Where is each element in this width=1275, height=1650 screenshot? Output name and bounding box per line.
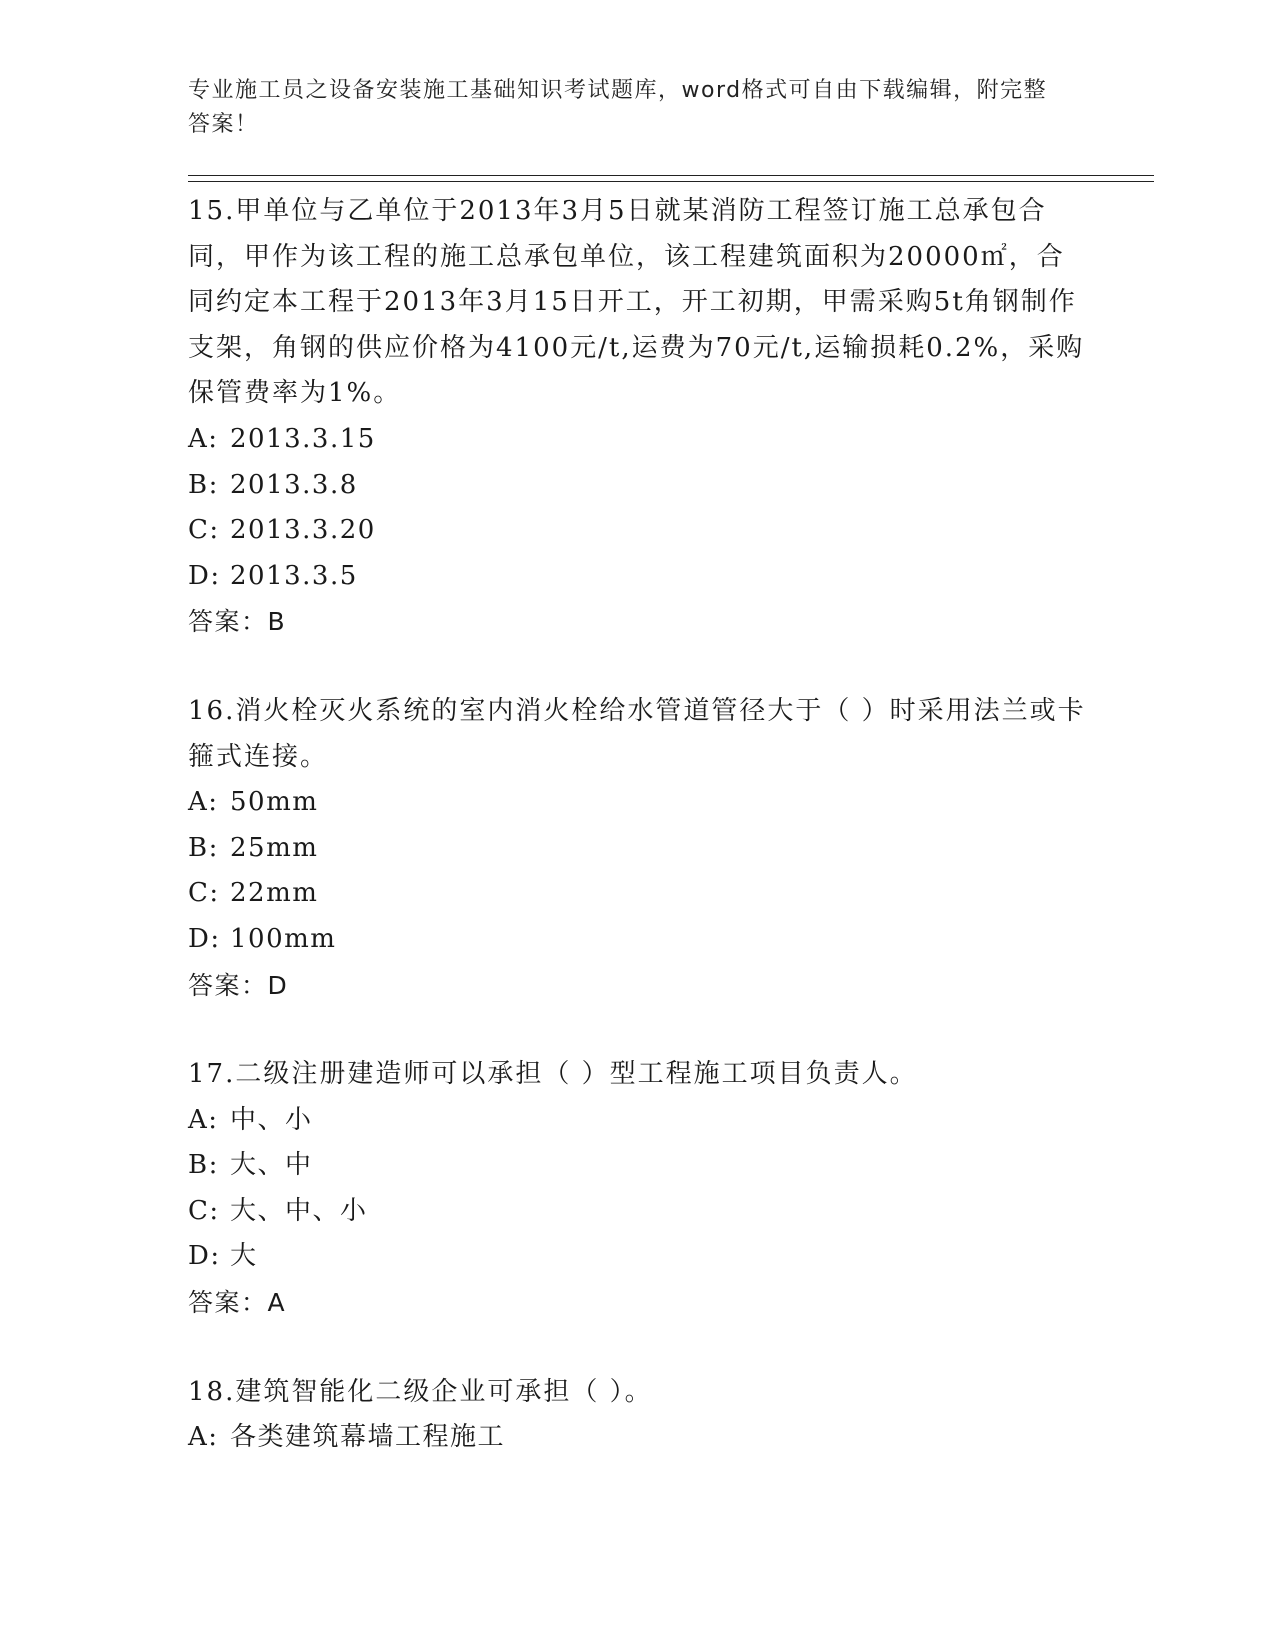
option-value: 大 <box>230 1241 258 1272</box>
option-letter: D: <box>188 560 221 591</box>
option-d <box>188 917 1088 963</box>
option-a <box>188 417 1088 463</box>
option-value: 2013.3.8 <box>230 469 358 500</box>
option-d <box>188 554 1088 600</box>
spacer <box>188 1326 1088 1370</box>
document-header: 专业施工员之设备安装施工基础知识考试题库，word格式可自由下载编辑，附完整答案！ <box>188 78 1048 137</box>
header-rule-bottom <box>188 181 1154 182</box>
option-a <box>188 780 1088 826</box>
option-b <box>188 463 1088 509</box>
option-value: 100mm <box>230 923 337 954</box>
spacer <box>188 645 1088 689</box>
header-rule-top <box>188 175 1154 176</box>
option-value: 25mm <box>230 832 319 863</box>
option-letter: B: <box>188 832 219 863</box>
answer-label: 答案：B <box>188 607 287 637</box>
question-18 <box>188 1370 1088 1461</box>
option-a <box>188 1415 1088 1461</box>
option-letter: A: <box>188 1104 219 1135</box>
option-c <box>188 871 1088 917</box>
option-letter: C: <box>188 515 220 546</box>
option-value: 大、中、小 <box>230 1195 368 1226</box>
option-letter: B: <box>188 1150 219 1181</box>
answer-label: 答案：A <box>188 1288 287 1318</box>
option-letter: C: <box>188 1195 220 1226</box>
option-letter: A: <box>188 1422 219 1453</box>
question-16 <box>188 689 1088 1008</box>
question-list <box>188 189 1088 1461</box>
question-15 <box>188 189 1088 645</box>
option-letter: B: <box>188 469 219 500</box>
option-value: 各类建筑幕墙工程施工 <box>230 1422 506 1453</box>
question-17 <box>188 1052 1088 1326</box>
spacer <box>188 1008 1088 1052</box>
option-value: 2013.3.5 <box>230 560 358 591</box>
option-b <box>188 826 1088 872</box>
question-text: 18.建筑智能化二级企业可承担（ ）。 <box>188 1376 653 1407</box>
option-c <box>188 508 1088 554</box>
option-letter: A: <box>188 787 219 818</box>
option-letter: C: <box>188 878 220 909</box>
option-value: 大、中 <box>230 1150 313 1181</box>
answer-label: 答案：D <box>188 970 289 1000</box>
question-text: 17.二级注册建造师可以承担（ ）型工程施工项目负责人。 <box>188 1059 918 1090</box>
option-b <box>188 1143 1088 1189</box>
option-c <box>188 1189 1088 1235</box>
option-d <box>188 1234 1088 1280</box>
option-value: 50mm <box>230 787 319 818</box>
option-a <box>188 1098 1088 1144</box>
option-value: 中、小 <box>230 1104 313 1135</box>
option-value: 2013.3.15 <box>230 423 376 454</box>
option-letter: D: <box>188 923 221 954</box>
option-letter: A: <box>188 423 219 454</box>
question-text: 16.消火栓灭火系统的室内消火栓给水管道管径大于（ ）时采用法兰或卡箍式连接。 <box>188 695 1086 772</box>
question-text: 15.甲单位与乙单位于2013年3月5日就某消防工程签订施工总承包合同，甲作为该工程的施工总承包单位，该工程建筑面积为20000㎡，合同约定本工程于2013年3月15日开工，开工初期，甲需采购5t角钢制作支架，角钢的供应价格为4100元/t,运费为70元/t,运输损耗0.2%，采购保管费率为1%。 <box>188 196 1085 409</box>
option-letter: D: <box>188 1241 221 1272</box>
option-value: 2013.3.20 <box>230 515 376 546</box>
option-value: 22mm <box>230 878 319 909</box>
